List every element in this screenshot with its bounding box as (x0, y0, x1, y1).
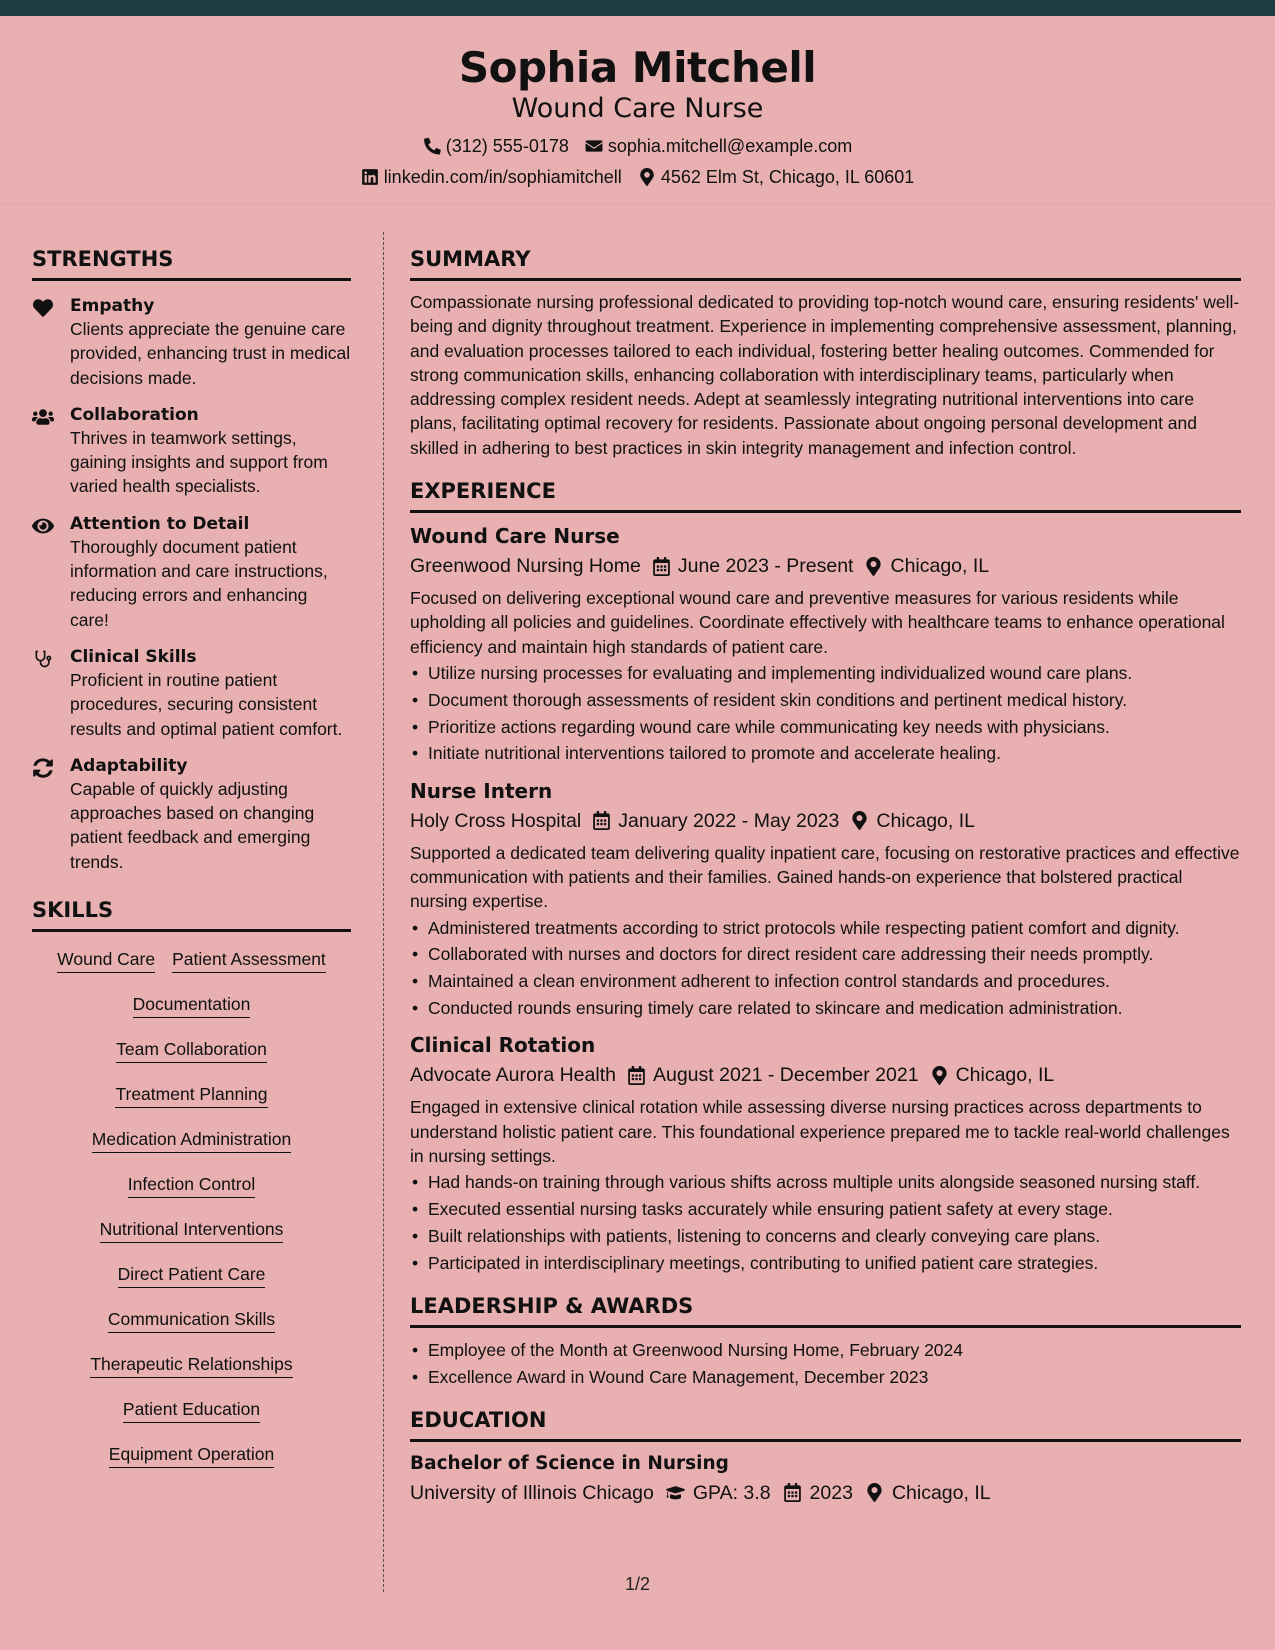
page-number: 1/2 (624, 1574, 651, 1594)
summary-heading: SUMMARY (410, 246, 1241, 281)
strength-desc: Thoroughly document patient information and care instructions, reducing errors and enhancing care! (70, 536, 328, 630)
list-item: • Participated in interdisciplinary meetings, contributing to unified patient care strategies. (410, 1251, 1241, 1275)
top-accent-bar (0, 0, 1275, 16)
job-location: Chicago, IL (955, 1064, 1055, 1087)
job-bullets (410, 661, 1241, 766)
strength-item (32, 646, 351, 741)
heart-icon (32, 298, 54, 318)
map-marker-icon (931, 1066, 948, 1085)
job-title: Clinical Rotation (410, 1033, 596, 1058)
phone-icon (423, 137, 441, 155)
strength-item (32, 755, 351, 874)
skill-tag: Equipment Operation (109, 1443, 274, 1468)
summary-text: Compassionate nursing professional dedicated to providing top-notch wound care, ensuring residents' well-being and dignity throughout treatment. Experience in implementing comprehensive assessment, planning, and evaluation processes tailored to each individual, fostering better healing outcomes. Commended for strong communication skills, enhancing collaboration with interdisciplinary teams, particularly when addressing complex resident needs. Adept at seamlessly integrating nutritional interventions into care plans, facilitating optimal recovery for residents. Passionate about ongoing personal development and skilled in adhering to best practices in skin integrity management and infection control. (410, 292, 1240, 458)
job-dates: January 2022 - May 2023 (618, 809, 840, 832)
list-item: • Initiate nutritional interventions tailored to promote and accelerate healing. (410, 741, 1241, 765)
list-item: • Prioritize actions regarding wound care while communicating key needs with physicians. (410, 715, 1241, 739)
contact-row-2 (0, 166, 1275, 188)
job-description: Engaged in extensive clinical rotation while assessing diverse nursing practices across departments to understand holistic patient care. This foundational experience prepared me to tackle real-world challenges in nursing settings. (410, 1097, 1230, 1166)
strength-name: Collaboration (70, 404, 199, 425)
map-marker-icon (865, 1483, 884, 1502)
job-dates: August 2021 - December 2021 (652, 1064, 919, 1087)
strength-item (32, 295, 351, 390)
strength-item (32, 513, 351, 632)
calendar-icon (628, 1066, 645, 1085)
job-meta (410, 1062, 1241, 1088)
job-dates: June 2023 - Present (677, 555, 854, 578)
stethoscope-icon (32, 649, 54, 669)
education-meta (410, 1480, 1241, 1506)
awards-heading: LEADERSHIP & AWARDS (410, 1293, 1241, 1328)
map-marker-icon (851, 811, 868, 830)
skill-tag: Nutritional Interventions (100, 1218, 284, 1243)
job-entry (410, 523, 1241, 766)
graduation-cap-icon (666, 1483, 685, 1502)
list-item: • Employee of the Month at Greenwood Nursing Home, February 2024 (410, 1338, 1241, 1362)
school-name: University of Illinois Chicago (410, 1481, 654, 1504)
skill-tag: Therapeutic Relationships (90, 1353, 292, 1378)
linkedin-icon (361, 168, 379, 186)
map-marker-icon (638, 168, 656, 186)
education-heading: EDUCATION (410, 1407, 1241, 1442)
strength-desc: Proficient in routine patient procedures, securing consistent results and optimal patient comfort. (70, 669, 343, 739)
skill-tag: Treatment Planning (115, 1083, 267, 1108)
job-entry (410, 1032, 1241, 1275)
job-title: Nurse Intern (410, 778, 553, 803)
skill-tag: Team Collaboration (116, 1038, 267, 1063)
linkedin-contact[interactable] (361, 166, 622, 188)
job-entry (410, 778, 1241, 1021)
candidate-title: Wound Care Nurse (511, 93, 764, 124)
phone-text: (312) 555-0178 (445, 136, 569, 156)
list-item: • Executed essential nursing tasks accurately while ensuring patient safety at every stage. (410, 1197, 1241, 1221)
strength-item (32, 404, 351, 499)
users-icon (32, 407, 54, 427)
list-item: • Conducted rounds ensuring timely care related to skincare and medication administration. (410, 996, 1241, 1020)
strength-name: Adaptability (70, 755, 188, 776)
skills-heading: SKILLS (32, 897, 351, 932)
skill-tag: Patient Education (123, 1398, 260, 1423)
job-company: Greenwood Nursing Home (410, 555, 641, 578)
phone-contact[interactable] (423, 135, 569, 157)
strength-name: Clinical Skills (70, 646, 197, 667)
list-item: • Collaborated with nurses and doctors for direct resident care addressing their needs promptly. (410, 942, 1241, 966)
strength-name: Empathy (70, 296, 155, 316)
email-contact[interactable] (585, 135, 852, 157)
graduation-year: 2023 (809, 1481, 853, 1504)
map-marker-icon (865, 557, 882, 576)
eye-icon (32, 516, 54, 536)
skill-tag: Infection Control (128, 1173, 255, 1198)
job-description: Supported a dedicated team delivering quality inpatient care, focusing on restorative practices and effective communication with patients and their families. Gained hands-on experience that bolstered practical nursing expertise. (410, 842, 1240, 912)
right-column (410, 246, 1241, 1506)
list-item: • Utilize nursing processes for evaluating and implementing individualized wound care plans. (410, 661, 1241, 685)
candidate-name: Sophia Mitchell (458, 43, 817, 92)
job-meta (410, 553, 1241, 579)
email-text: sophia.mitchell@example.com (607, 136, 853, 156)
skill-tag: Direct Patient Care (118, 1263, 266, 1288)
skill-tag: Patient Assessment (172, 948, 326, 973)
skill-tag: Wound Care (57, 948, 155, 973)
contact-row-1 (0, 135, 1275, 157)
gpa-text: GPA: 3.8 (692, 1481, 771, 1504)
experience-heading: EXPERIENCE (410, 478, 1241, 513)
strength-name: Attention to Detail (70, 513, 250, 534)
address-contact (638, 166, 915, 188)
sync-icon (32, 758, 54, 778)
envelope-icon (585, 137, 603, 155)
job-meta (410, 808, 1241, 834)
job-location: Chicago, IL (876, 809, 976, 832)
strength-desc: Thrives in teamwork settings, gaining insights and support from varied health specialists. (70, 427, 328, 497)
calendar-icon (783, 1483, 802, 1502)
list-item: • Built relationships with patients, listening to concerns and clearly conveying care plans. (410, 1224, 1241, 1248)
skills-list (32, 942, 351, 1482)
resume-header (0, 16, 1275, 205)
list-item: • Maintained a clean environment adherent to infection control standards and procedures. (410, 969, 1241, 993)
job-description: Focused on delivering exceptional wound care and preventive measures for various residents while upholding all policies and guidelines. Coordinate effectively with healthcare teams to enhance operational efficiency and maintain high standards of patient care. (410, 588, 1225, 657)
strengths-heading: STRENGTHS (32, 246, 351, 281)
list-item: • Excellence Award in Wound Care Management, December 2023 (410, 1365, 1241, 1389)
education-location: Chicago, IL (891, 1481, 991, 1504)
list-item: • Document thorough assessments of resident skin conditions and pertinent medical history. (410, 688, 1241, 712)
address-text: 4562 Elm St, Chicago, IL 60601 (660, 167, 915, 187)
calendar-icon (593, 811, 610, 830)
calendar-icon (653, 557, 670, 576)
linkedin-text: linkedin.com/in/sophiamitchell (383, 167, 622, 187)
job-location: Chicago, IL (890, 555, 990, 578)
job-title: Wound Care Nurse (410, 524, 620, 549)
strength-desc: Clients appreciate the genuine care provided, enhancing trust in medical decisions made. (70, 319, 351, 388)
strength-desc: Capable of quickly adjusting approaches based on changing patient feedback and emerging trends. (70, 778, 315, 872)
column-divider (383, 232, 384, 1592)
job-bullets (410, 1170, 1241, 1275)
skill-tag: Medication Administration (92, 1128, 291, 1153)
degree-name: Bachelor of Science in Nursing (410, 1452, 729, 1474)
job-company: Advocate Aurora Health (410, 1064, 616, 1087)
left-column (32, 246, 351, 1482)
skill-tag: Communication Skills (108, 1308, 275, 1333)
job-bullets (410, 916, 1241, 1021)
list-item: • Had hands-on training through various shifts across multiple units alongside seasoned nursing staff. (410, 1170, 1241, 1194)
skill-tag: Documentation (133, 993, 251, 1018)
job-company: Holy Cross Hospital (410, 809, 582, 832)
awards-list (410, 1338, 1241, 1389)
list-item: • Administered treatments according to strict protocols while respecting patient comfort and dignity. (410, 916, 1241, 940)
